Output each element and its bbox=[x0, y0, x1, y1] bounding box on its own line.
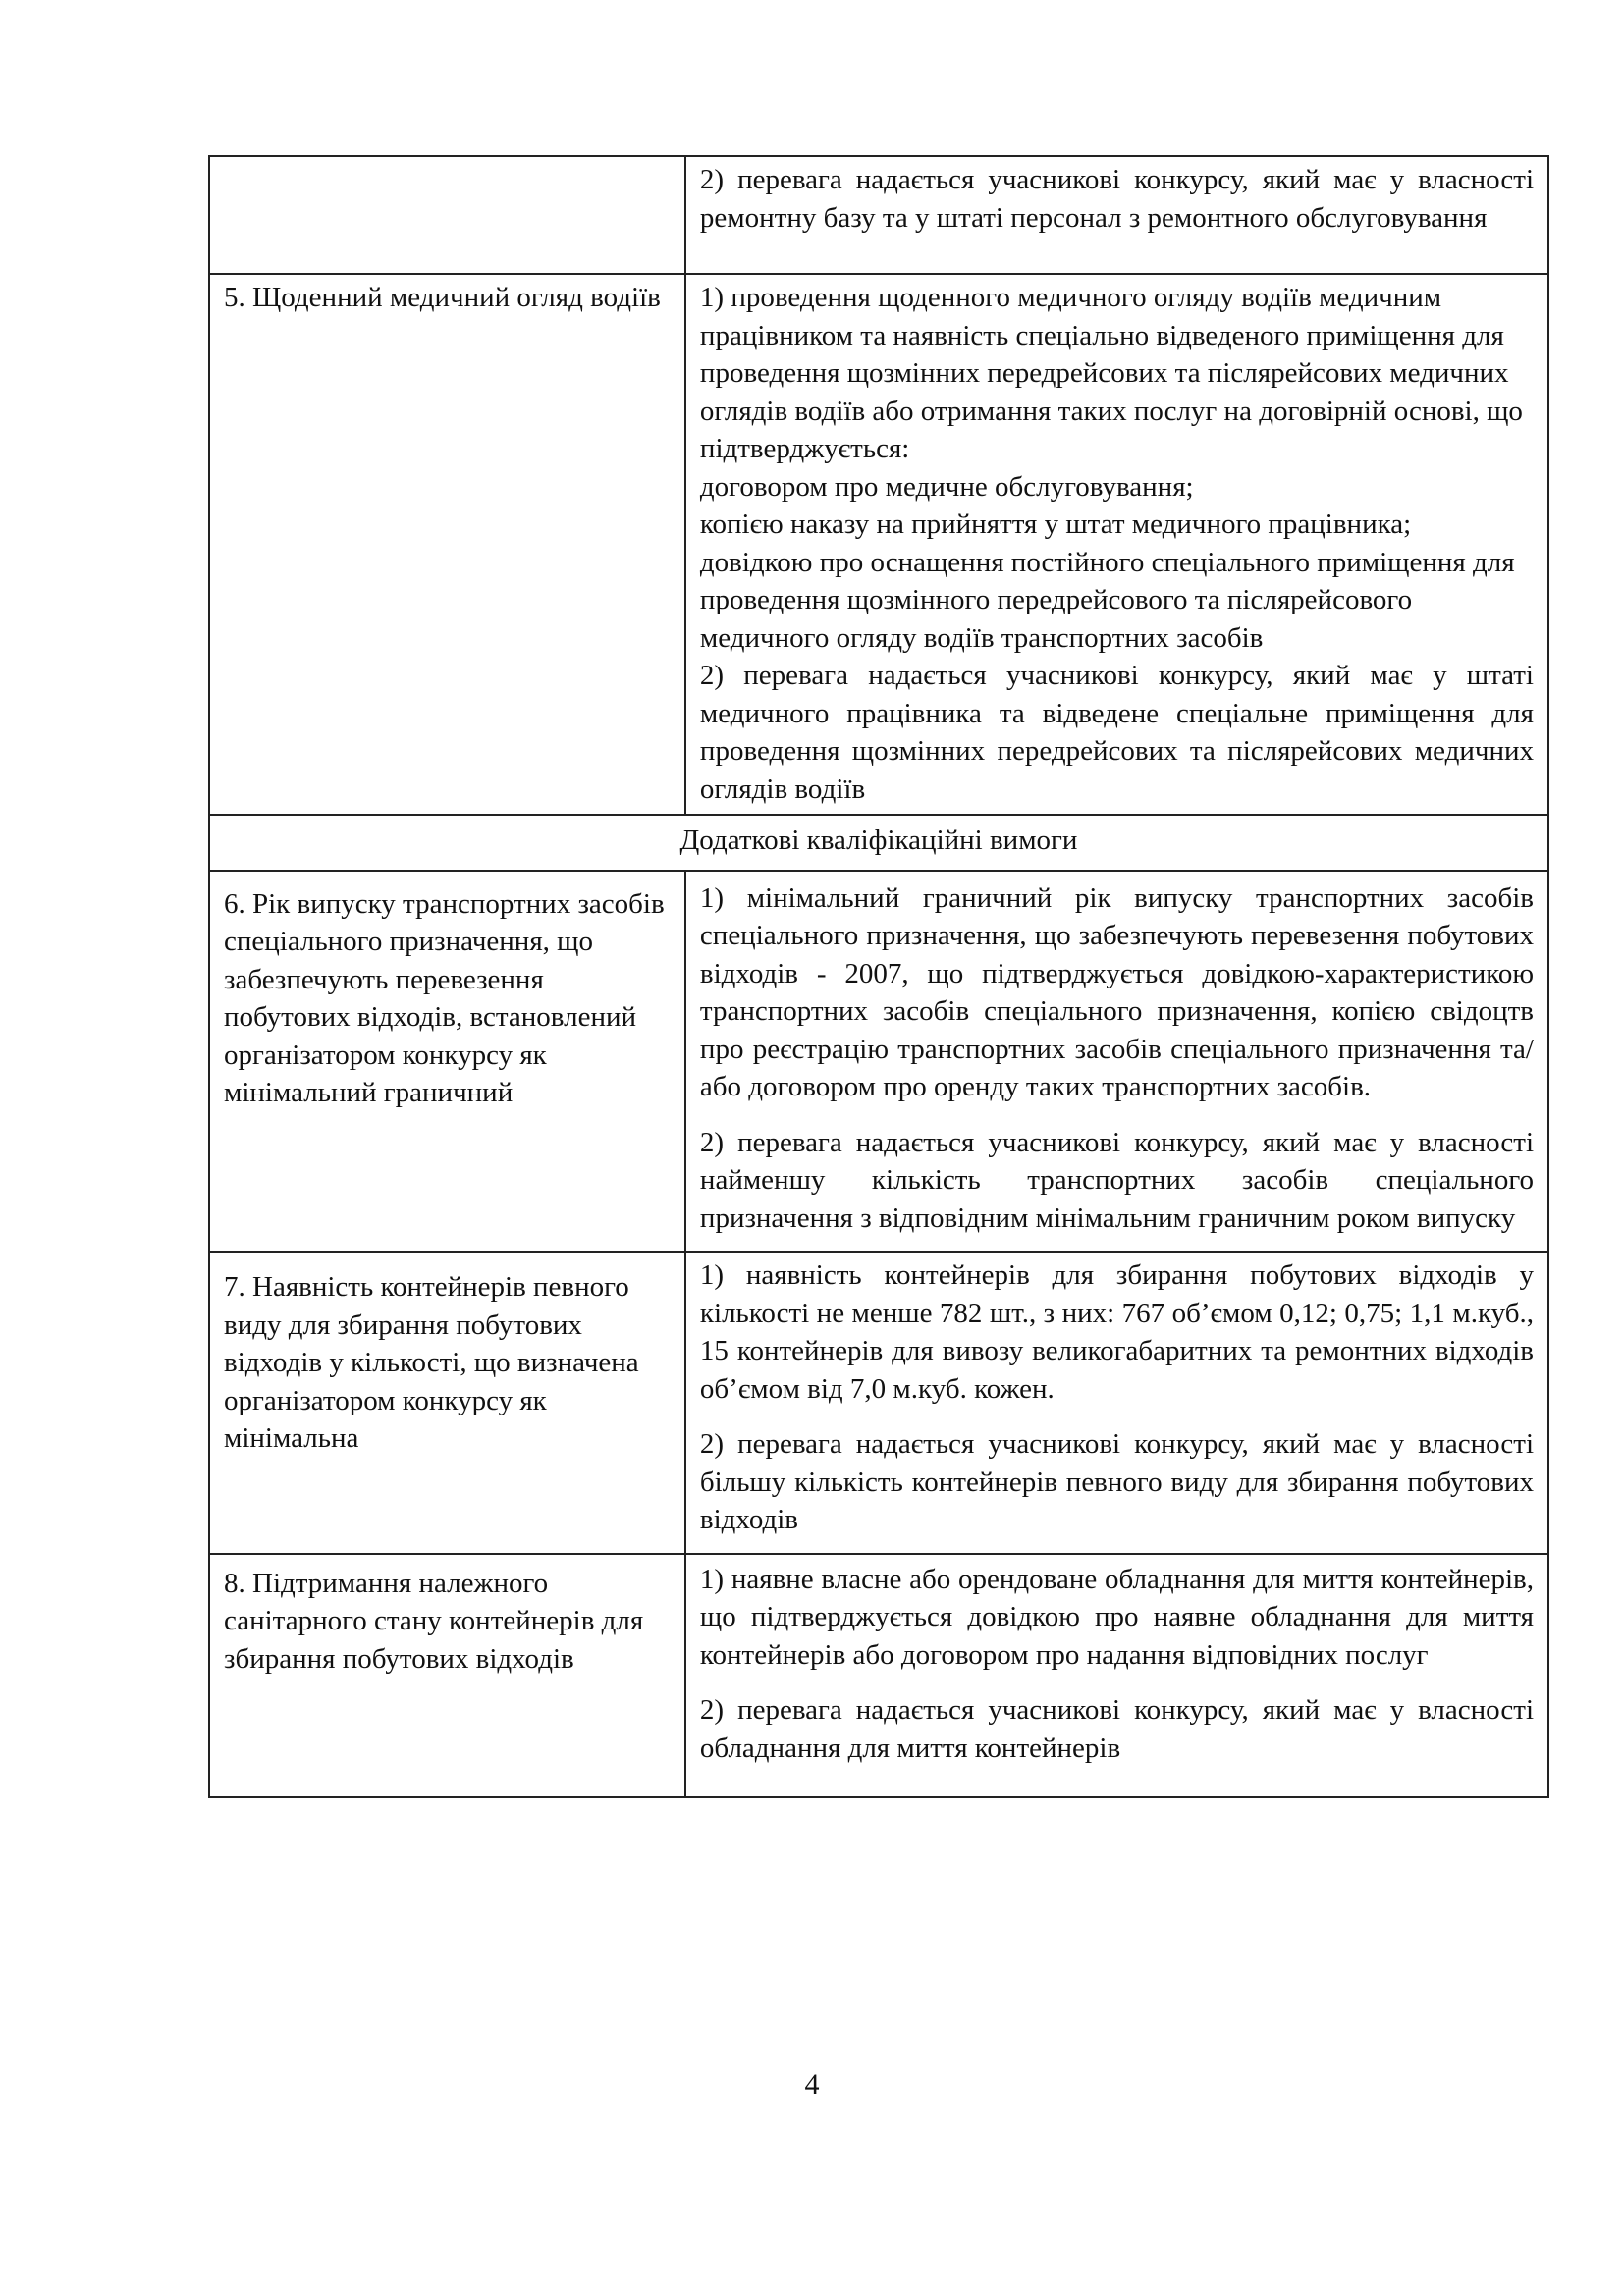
requirement-text: 2) перевага надається учасникові конкурсу, який має у власності найменшу кількість транспортних засобів спеціального призначення з відповідним мінімальним граничним роком випуску bbox=[699, 1126, 1534, 1234]
criterion-text: 5. Щоденний медичний огляд водіїв bbox=[224, 282, 661, 313]
row-0-requirements-cell bbox=[685, 156, 1548, 274]
requirement-text: договором про медичне обслуговування; bbox=[699, 470, 1194, 503]
requirement-text: довідкою про оснащення постійного спеціального приміщення для проведення щозмінного передрейсового та післярейсового медичного огляду водіїв транспортних засобів bbox=[699, 546, 1515, 654]
row-6-criterion-cell bbox=[209, 871, 685, 1253]
requirement-text: 2) перевага надається учасникові конкурсу, який має у власності обладнання для миття контейнерів bbox=[699, 1694, 1534, 1764]
criterion-text: 6. Рік випуску транспортних засобів спеціального призначення, що забезпечують перевезення побутових відходів, встановлений організатором конкурсу як мінімальний граничний bbox=[224, 887, 665, 1108]
row-8-requirements-cell bbox=[685, 1554, 1548, 1798]
row-5-requirements-cell bbox=[685, 274, 1548, 815]
requirement-text: 1) наявне власне або орендоване обладнання для миття контейнерів, що підтверджується довідкою про наявне обладнання для миття контейнерів або договором про надання відповідних послуг bbox=[699, 1563, 1534, 1671]
requirement-text: 2) перевага надається учасникові конкурсу, який має у власності більшу кількість контейнерів певного виду для збирання побутових відходів bbox=[699, 1428, 1534, 1535]
row-6-requirements-cell bbox=[685, 871, 1548, 1253]
row-0-criterion-cell bbox=[209, 156, 685, 274]
table-row bbox=[209, 1554, 1548, 1798]
table-row bbox=[209, 274, 1548, 815]
row-8-criterion-cell bbox=[209, 1554, 685, 1798]
table-row bbox=[209, 1252, 1548, 1554]
requirement-text: 2) перевага надається учасникові конкурсу, який має у власності ремонтну базу та у штаті персонал з ремонтного обслуговування bbox=[699, 164, 1534, 234]
section-header: Додаткові кваліфікаційні вимоги bbox=[209, 815, 1548, 871]
row-5-criterion-cell bbox=[209, 274, 685, 815]
row-7-criterion-cell bbox=[209, 1252, 685, 1554]
table-row bbox=[209, 156, 1548, 274]
requirement-text: 1) наявність контейнерів для збирання побутових відходів у кількості не менше 782 шт., з них: 767 об’ємом 0,12; 0,75; 1,1 м.куб., 15 контейнерів для вивозу великогабаритних та ремонтних відходів об’ємом від 7,0 м.куб. кожен. bbox=[699, 1259, 1534, 1405]
requirement-text: 1) проведення щоденного медичного огляду водіїв медичним працівником та наявність спеціально відведеного приміщення для проведення щозмінних передрейсових та післярейсових медичних оглядів водіїв або отримання таких послуг на договірній основі, що підтверджується: bbox=[699, 282, 1523, 464]
page-number: 4 bbox=[804, 2068, 820, 2101]
requirement-text: 1) мінімальний граничний рік випуску транспортних засобів спеціального призначення, що забезпечують перевезення побутових відходів - 2007, що підтверджується довідкою-характеристикою транспортних засобів спеціального призначення, копією свідоцтв про реєстрацію транспортних засобів спеціального призначення та/або договором про оренду таких транспортних засобів. bbox=[699, 881, 1534, 1102]
requirements-table bbox=[208, 155, 1549, 1798]
criterion-text: 8. Підтримання належного санітарного стану контейнерів для збирання побутових відходів bbox=[224, 1567, 644, 1675]
requirement-text: 2) перевага надається учасникові конкурсу, який має у штаті медичного працівника та відведене спеціальне приміщення для проведення щозмінних передрейсових та післярейсових медичних оглядів водіїв bbox=[699, 660, 1534, 805]
requirement-text: копією наказу на прийняття у штат медичного працівника; bbox=[699, 508, 1412, 540]
table-row bbox=[209, 871, 1548, 1253]
table-row bbox=[209, 815, 1548, 871]
criterion-text: 7. Наявність контейнерів певного виду для збирання побутових відходів у кількості, що визначена організатором конкурсу як мінімальна bbox=[224, 1271, 639, 1454]
row-7-requirements-cell bbox=[685, 1252, 1548, 1554]
